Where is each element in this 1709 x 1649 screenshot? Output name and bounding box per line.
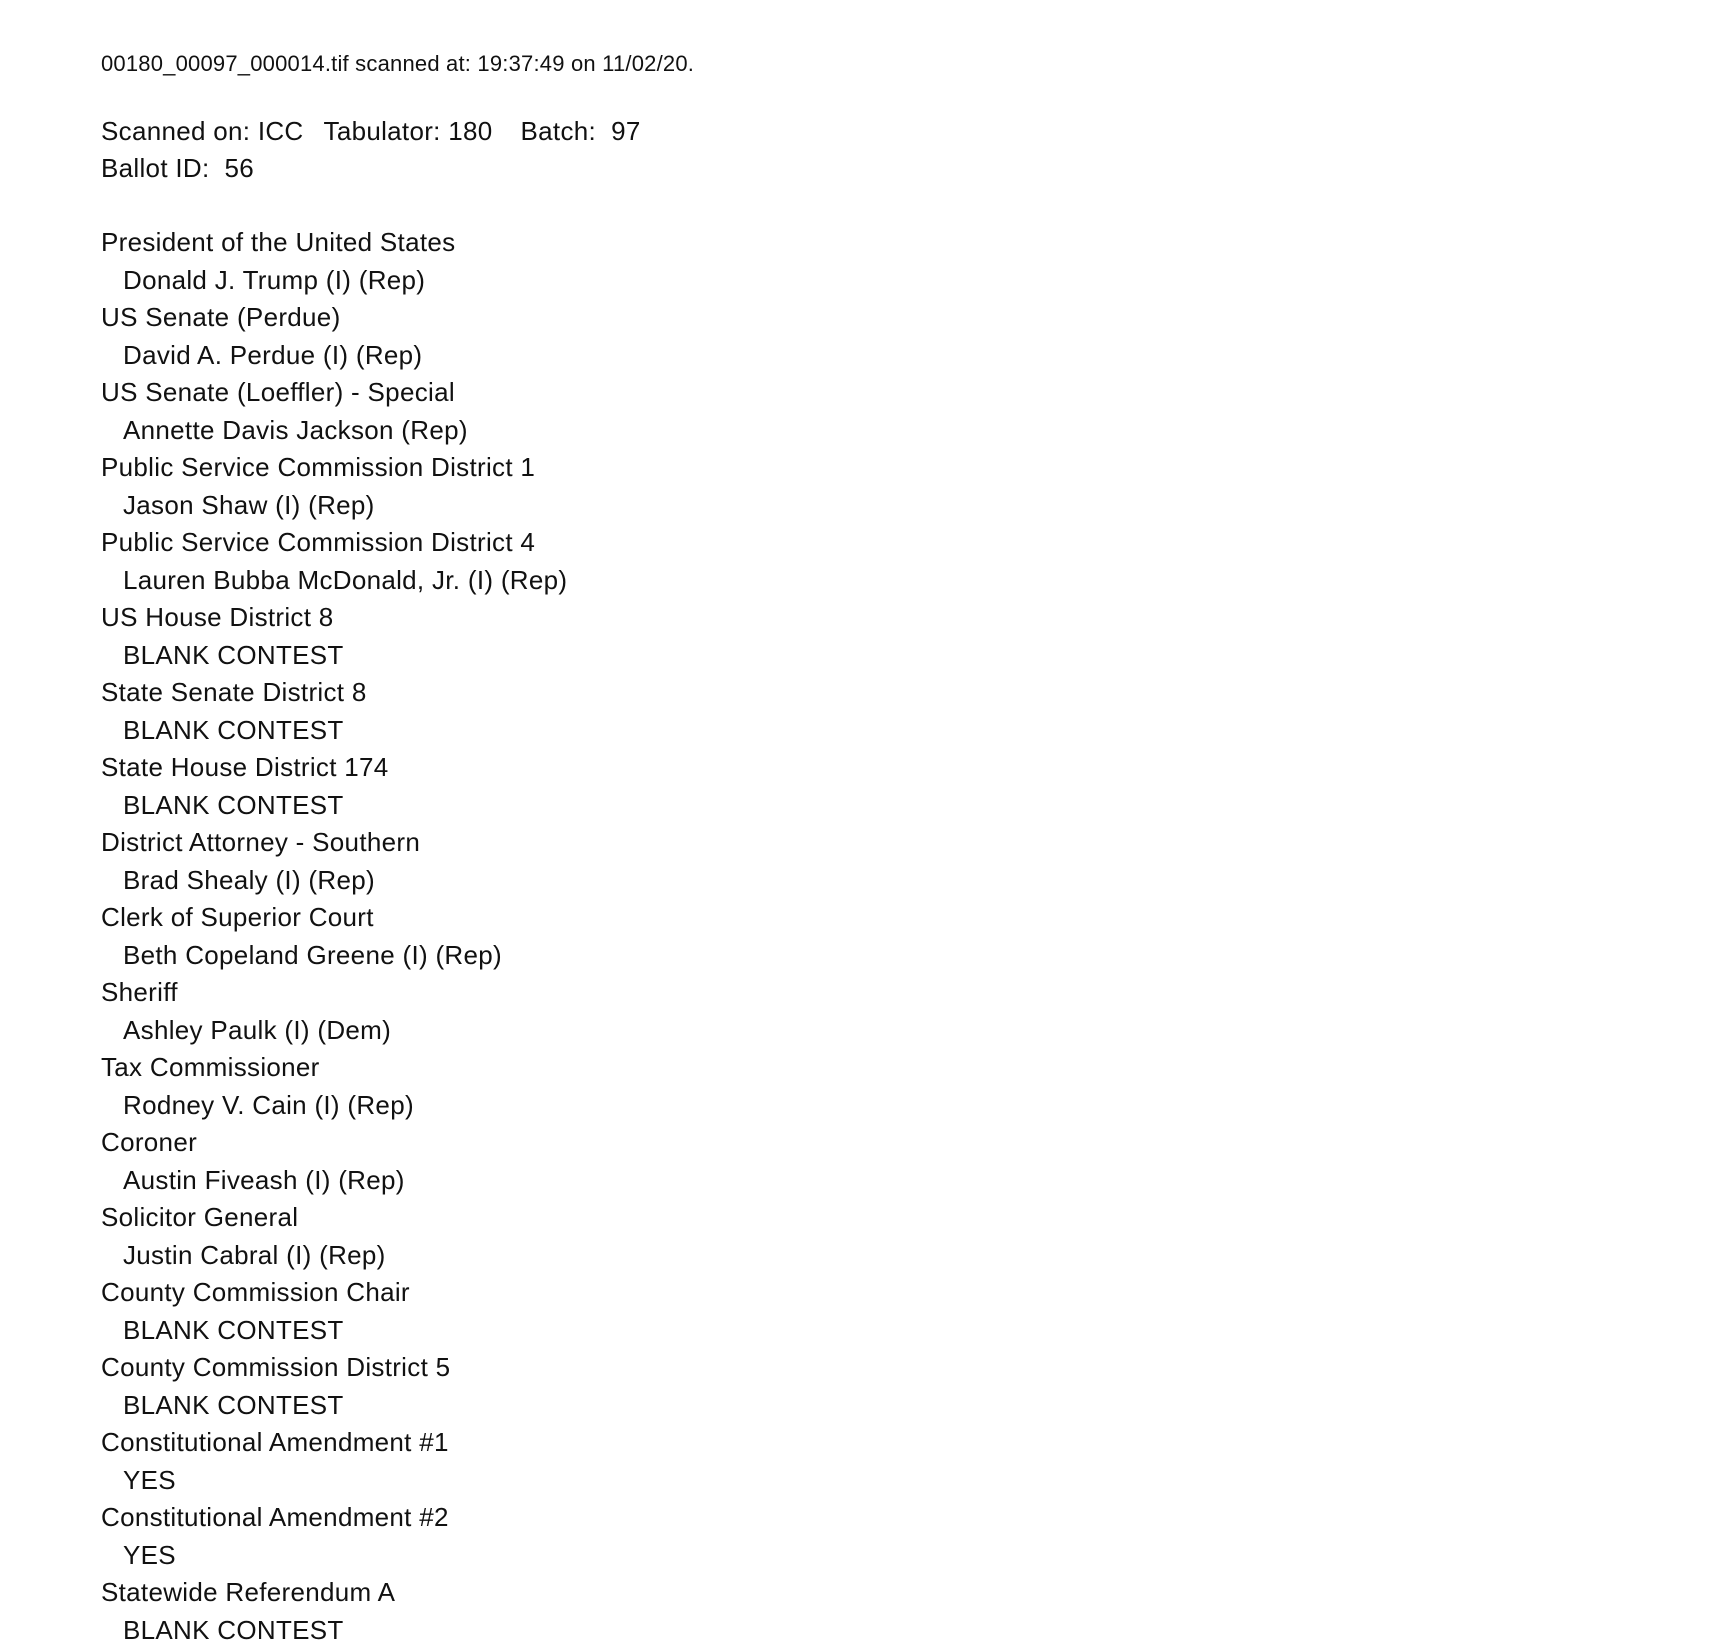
scan-info-line: 00180_00097_000014.tif scanned at: 19:37:49 on 11/02/20. [101,50,694,78]
ballot-id-label: Ballot ID: 56 [101,153,254,183]
contest-choice: Lauren Bubba McDonald, Jr. (I) (Rep) [101,562,1401,600]
contest-title: District Attorney - Southern [101,824,1401,862]
contest-title: Coroner [101,1124,1401,1162]
contest-item [101,449,1401,524]
contest-title: Clerk of Superior Court [101,899,1401,937]
contest-title: Public Service Commission District 4 [101,524,1401,562]
contest-item [101,824,1401,899]
ballot-id-line [101,151,254,185]
contest-choice: BLANK CONTEST [101,1387,1401,1425]
contest-title: Tax Commissioner [101,1049,1401,1087]
contest-item [101,524,1401,599]
contest-choice: Jason Shaw (I) (Rep) [101,487,1401,525]
contest-item [101,1574,1401,1649]
scanned-on-label: Scanned on: ICC [101,116,304,146]
contest-choice: David A. Perdue (I) (Rep) [101,337,1401,375]
contest-choice: Austin Fiveash (I) (Rep) [101,1162,1401,1200]
contest-item [101,974,1401,1049]
contest-choice: Annette Davis Jackson (Rep) [101,412,1401,450]
contest-item [101,374,1401,449]
contest-title: County Commission District 5 [101,1349,1401,1387]
tabulator-label: Tabulator: 180 [324,116,493,146]
contest-choice: YES [101,1462,1401,1500]
contest-item [101,599,1401,674]
contest-choice: Donald J. Trump (I) (Rep) [101,262,1401,300]
batch-label: Batch: 97 [521,116,641,146]
contest-choice: YES [101,1537,1401,1575]
contest-title: Constitutional Amendment #2 [101,1499,1401,1537]
contest-item [101,1049,1401,1124]
contest-choice: Brad Shealy (I) (Rep) [101,862,1401,900]
contest-item [101,1349,1401,1424]
contest-title: State Senate District 8 [101,674,1401,712]
contest-title: US Senate (Perdue) [101,299,1401,337]
contest-item [101,299,1401,374]
contest-item [101,899,1401,974]
contest-item [101,1124,1401,1199]
contest-choice: Justin Cabral (I) (Rep) [101,1237,1401,1275]
contest-choice: Rodney V. Cain (I) (Rep) [101,1087,1401,1125]
ballot-meta-line [101,114,641,148]
contest-choice: Beth Copeland Greene (I) (Rep) [101,937,1401,975]
contest-title: US House District 8 [101,599,1401,637]
contest-item [101,749,1401,824]
contest-title: Statewide Referendum A [101,1574,1401,1612]
contest-item [101,674,1401,749]
contest-item [101,1499,1401,1574]
contest-title: Sheriff [101,974,1401,1012]
contest-item [101,224,1401,299]
contest-title: Constitutional Amendment #1 [101,1424,1401,1462]
contest-item [101,1199,1401,1274]
contest-choice: Ashley Paulk (I) (Dem) [101,1012,1401,1050]
contest-choice: BLANK CONTEST [101,637,1401,675]
contest-choice: BLANK CONTEST [101,1312,1401,1350]
contest-title: Solicitor General [101,1199,1401,1237]
contest-title: County Commission Chair [101,1274,1401,1312]
contest-item [101,1424,1401,1499]
contest-choice: BLANK CONTEST [101,1612,1401,1649]
contest-list [101,224,1401,1649]
contest-title: President of the United States [101,224,1401,262]
contest-choice: BLANK CONTEST [101,712,1401,750]
contest-item [101,1274,1401,1349]
contest-title: US Senate (Loeffler) - Special [101,374,1401,412]
contest-title: State House District 174 [101,749,1401,787]
contest-title: Public Service Commission District 1 [101,449,1401,487]
contest-choice: BLANK CONTEST [101,787,1401,825]
